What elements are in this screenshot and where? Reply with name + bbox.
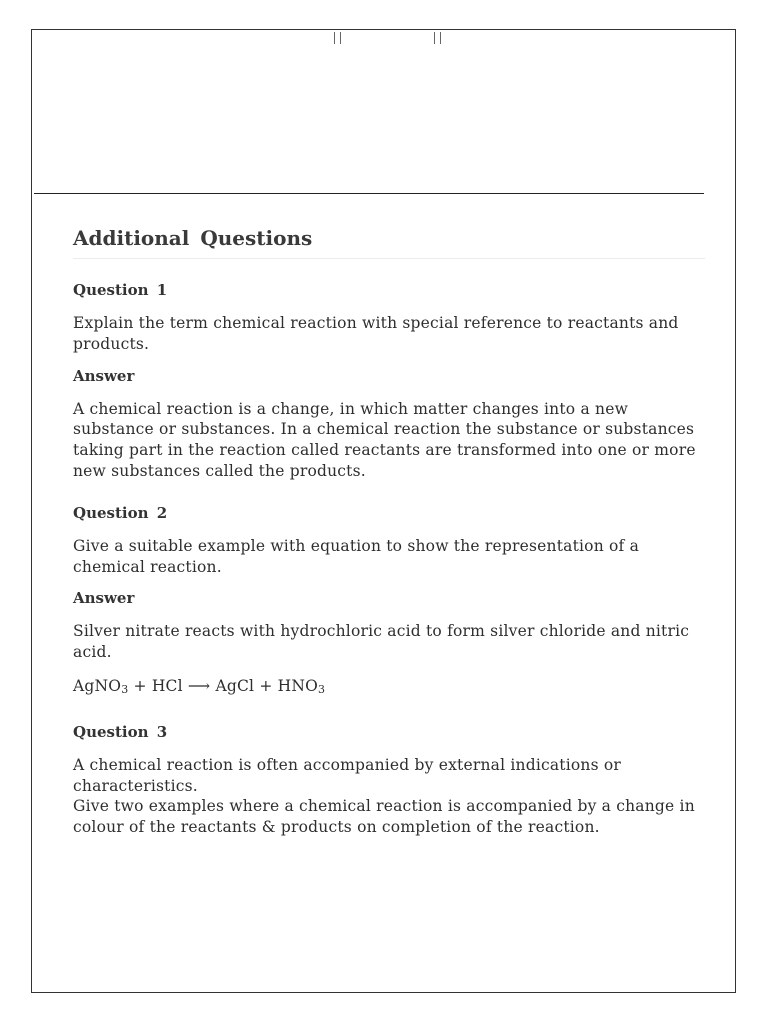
page-title: Additional Questions: [73, 226, 705, 259]
document-page: [31, 29, 736, 993]
answer-2-text: Silver nitrate reacts with hydrochloric acid to form silver chloride and nitric acid.: [73, 622, 690, 662]
question-3-text-line2: Give two examples where a chemical reaction is accompanied by a change in colour of the reactants & products on completion of the reaction.: [73, 797, 695, 837]
product-1: AgCl: [215, 676, 255, 695]
question-1-text: Explain the term chemical reaction with special reference to reactants and products.: [73, 314, 679, 353]
question-2-text: Give a suitable example with equation to show the representation of a chemical reaction.: [73, 536, 640, 576]
product-2-subscript: 3: [318, 682, 326, 696]
header-mark: [434, 32, 441, 44]
answer-2-label: Answer: [73, 589, 135, 608]
reactant-1-subscript: 3: [121, 682, 129, 696]
question-3-label: Question 3: [73, 722, 168, 741]
question-1-label: Question 1: [73, 281, 168, 299]
content: [73, 226, 705, 838]
question-3-text-line1: A chemical reaction is often accompanied by external indications or characteristics.: [73, 755, 622, 795]
reactant-2: HCl: [151, 676, 183, 695]
plus-sign: +: [254, 676, 278, 695]
header-marks: [332, 32, 442, 46]
plus-sign: +: [128, 676, 152, 695]
header-mark: [334, 32, 341, 44]
header-rule: [34, 193, 704, 194]
answer-1-text: A chemical reaction is a change, in which matter changes into a new substance or substances. In a chemical reaction the substance or substances taking part in the reaction called reactants are transformed into one or more new substances called the products.: [73, 399, 696, 480]
chemical-equation: [73, 676, 705, 701]
reactant-1: AgNO: [73, 676, 122, 695]
product-2: HNO: [277, 676, 319, 695]
reaction-arrow: ⟶: [182, 676, 216, 695]
question-2-label: Question 2: [73, 503, 168, 522]
answer-1-label: Answer: [73, 366, 135, 385]
